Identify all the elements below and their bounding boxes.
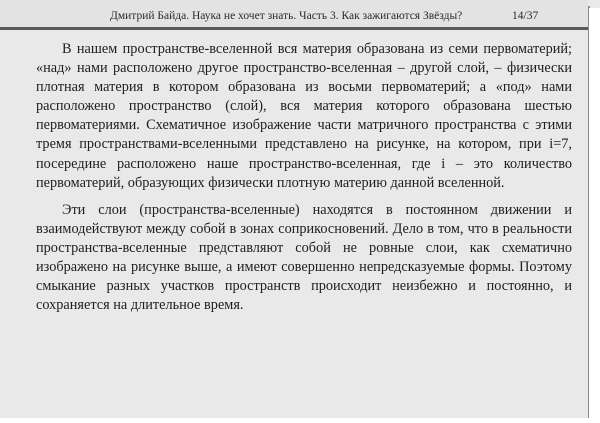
running-title: Дмитрий Байда. Наука не хочет знать. Часть 3. Как зажигаются Звёзды?	[110, 10, 463, 22]
paragraph-1: В нашем пространстве-вселенной вся материя образована из семи первоматерий; «над» нами расположено другое пространство-вселенная – другой слой, – физически плотная материя в котором образована из восьми первоматерий; а «под» нами расположено пространство (слой), вся материя которого образована шестью первоматериями. Схематичное изображение части матричного пространства с этими тремя пространствами-вселенными представлено на рисунке, на котором, при i=7, посередине расположено наше пространство-вселенная, где i – это количество первоматерий, образующих физически плотную материю данной вселенной.	[36, 41, 572, 191]
body-text	[36, 40, 572, 315]
page-margin-bottom	[0, 418, 600, 423]
page-margin-right	[589, 8, 600, 423]
page-number: 14/37	[512, 10, 539, 22]
paragraph-2: Эти слои (пространства-вселенные) находятся в постоянном движении и взаимодействуют между собой в зонах соприкосновений. Дело в том, что в реальности пространства-вселенные представляют собой не ровные слои, как схематично изображено на рисунке выше, а имеют совершенно непредсказуемые формы. Поэтому смыкание разных участков пространств происходит неизбежно и постоянно, и сохраняется на длительное время.	[36, 201, 572, 314]
header-rule	[0, 27, 588, 30]
page-header	[0, 0, 588, 30]
